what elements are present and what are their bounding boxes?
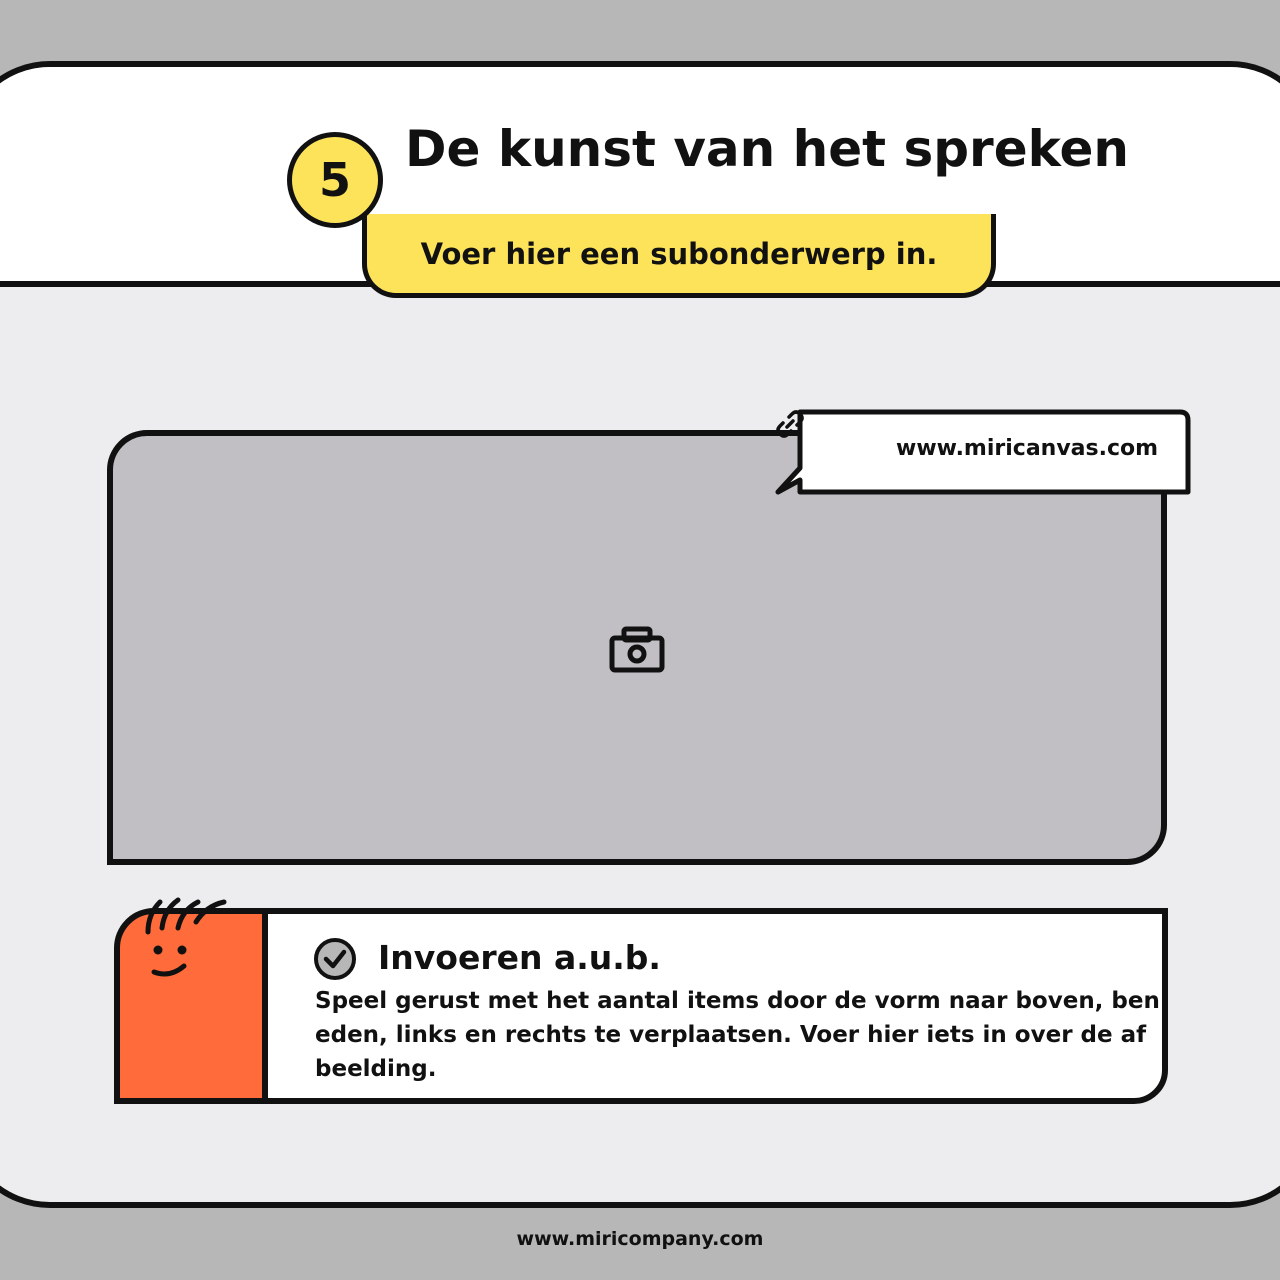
check-circle-icon — [312, 936, 358, 982]
info-title: Invoeren a.u.b. — [378, 938, 661, 977]
info-body-text: Speel gerust met het aantal items door de vorm naar boven, beneden, links en rechts te verplaatsen. Voer hier iets in over de afbeelding. — [315, 988, 1160, 1082]
step-number-badge: 5 — [287, 132, 383, 228]
link-url[interactable]: www.miricanvas.com — [896, 436, 1159, 461]
subtopic-banner[interactable]: Voer hier een subonderwerp in. — [362, 214, 996, 298]
smiley-face-icon — [140, 892, 236, 984]
camera-icon — [608, 624, 666, 674]
link-bubble[interactable] — [774, 408, 1192, 496]
footer-url[interactable]: www.miricompany.com — [516, 1228, 764, 1250]
page-title: De kunst van het spreken — [405, 120, 1130, 178]
title-row — [0, 118, 1280, 188]
link-icon — [774, 408, 806, 440]
